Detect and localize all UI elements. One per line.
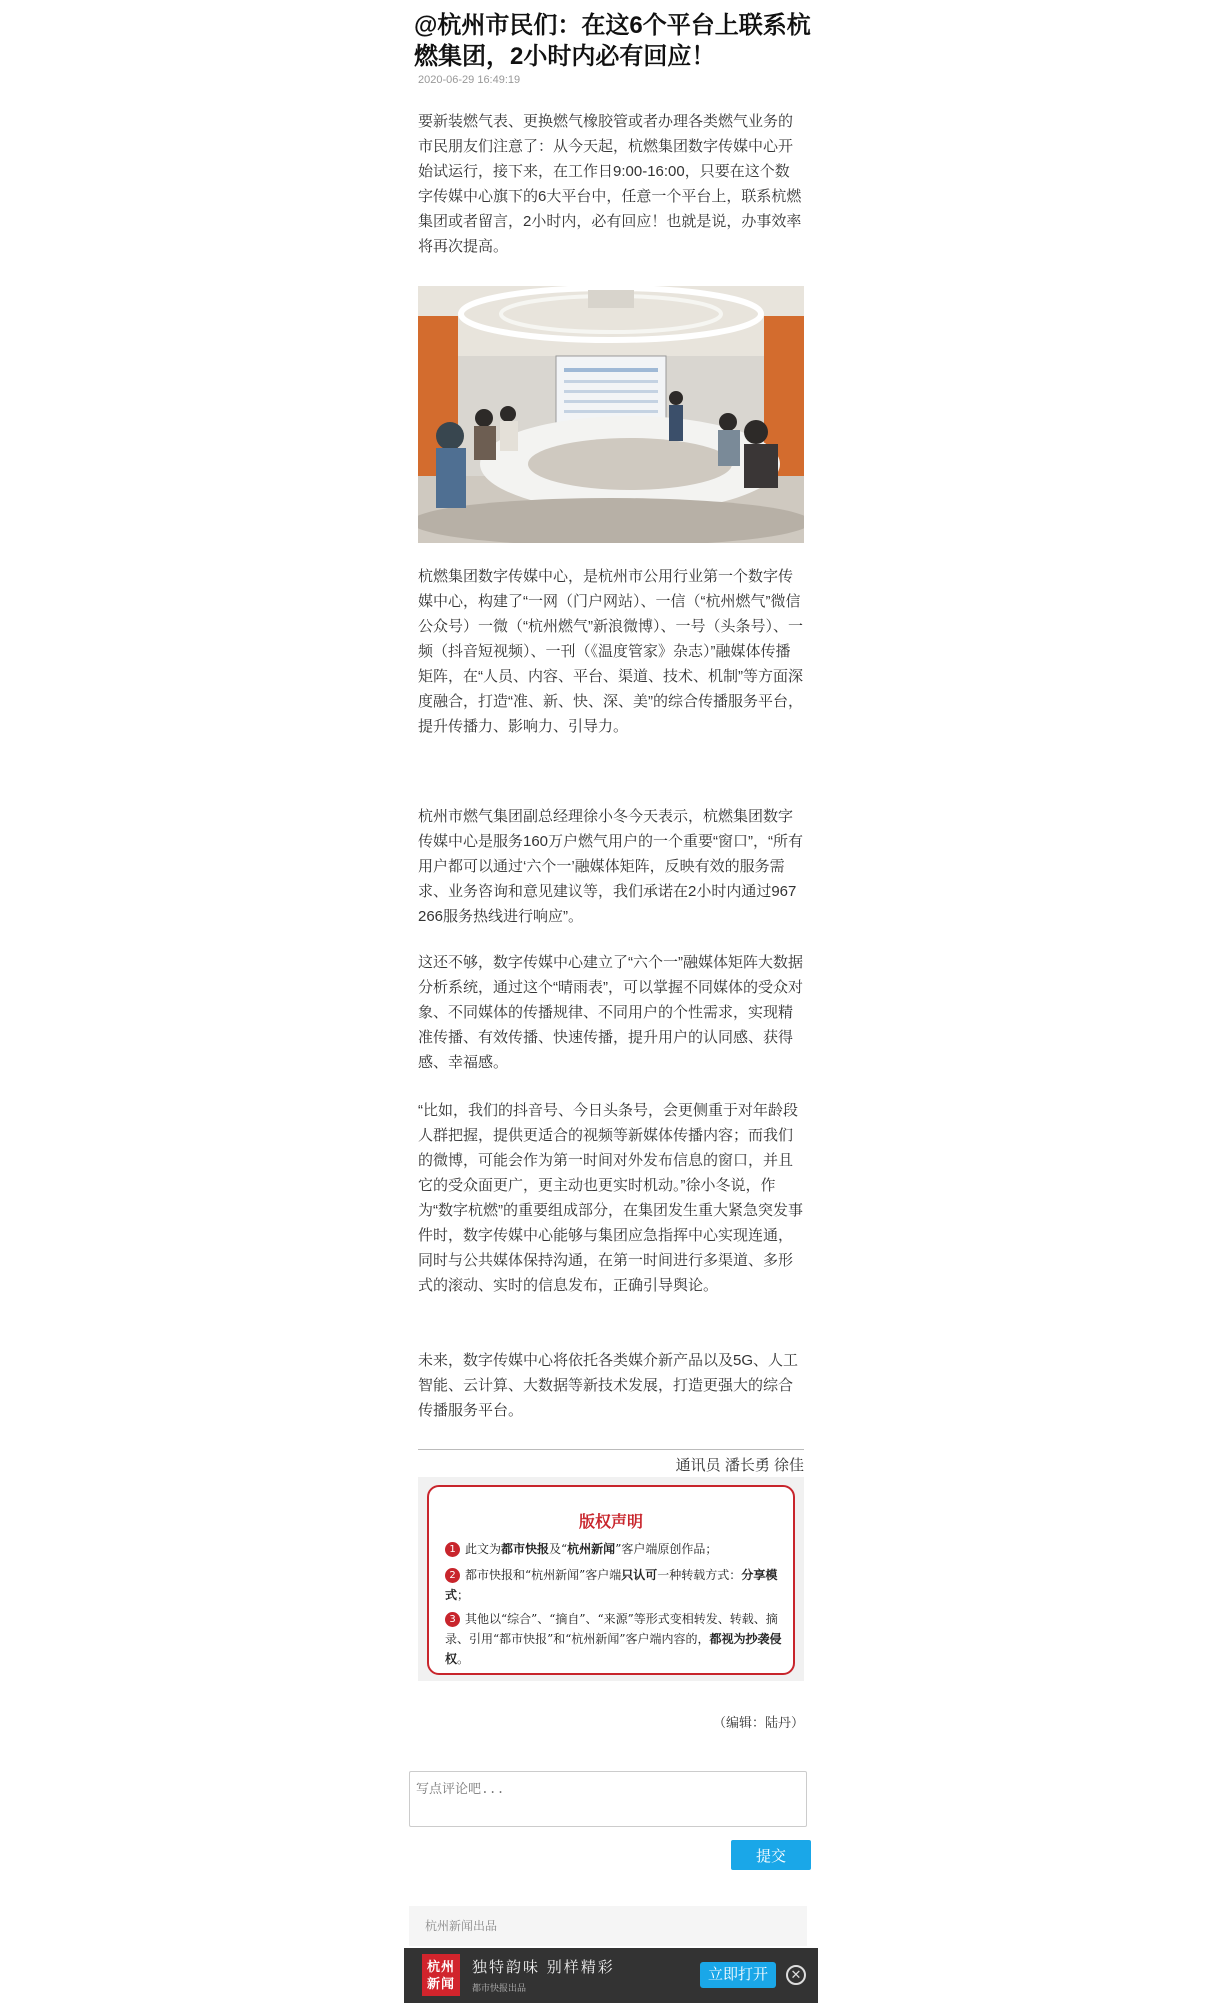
- close-icon[interactable]: ✕: [786, 1965, 806, 1985]
- app-slogan: 独特韵味 别样精彩: [472, 1958, 615, 1976]
- byline-divider: [418, 1449, 804, 1450]
- app-download-banner[interactable]: [404, 1948, 818, 2003]
- copyright-item: 2 都市快报和“杭州新闻”客户端只认可一种转载方式：分享模式；: [445, 1568, 778, 1602]
- article-byline: 通讯员 潘长勇 徐佳: [675, 1457, 804, 1474]
- produced-by-label: 杭州新闻出品: [409, 1906, 807, 1946]
- copyright-frame: [427, 1485, 795, 1675]
- article-paragraph: 杭燃集团数字传媒中心，是杭州市公用行业第一个数字传媒中心，构建了“一网（门户网站）、一信（“杭州燃气”微信公众号）一微（“杭州燃气”新浪微博）、一号（头条号）、一频（抖音短视频）、一刊（《温度管家》杂志）”融媒体传播矩阵，在“人员、内容、平台、渠道、技术、机制”等方面深度融合，打造“准、新、快、深、美”的综合传播服务平台，提升传播力、影响力、引导力。: [418, 568, 803, 735]
- article-paragraph: 要新装燃气表、更换燃气橡胶管或者办理各类燃气业务的市民朋友们注意了：从今天起，杭燃集团数字传媒中心开始试运行，接下来，在工作日9:00-16:00，只要在这个数字传媒中心旗下的6大平台中，任意一个平台上，联系杭燃集团或者留言，2小时内，必有回应！也就是说，办事效率将再次提高。: [418, 113, 802, 255]
- article-editor: （编辑：陆丹）: [712, 1715, 804, 1730]
- item-number-badge: 3: [445, 1612, 460, 1627]
- article-paragraph: 未来，数字传媒中心将依托各类媒介新产品以及5G、人工智能、云计算、大数据等新技术发展，打造更强大的综合传播服务平台。: [418, 1352, 799, 1419]
- article-paragraph: 这还不够，数字传媒中心建立了“六个一”融媒体矩阵大数据分析系统，通过这个“晴雨表”，可以掌握不同媒体的受众对象、不同媒体的传播规律、不同用户的个性需求，实现精准传播、有效传播、快速传播，提升用户的认同感、获得感、幸福感。: [418, 954, 803, 1071]
- item-number-badge: 1: [445, 1542, 460, 1557]
- copyright-notice: [418, 1477, 804, 1681]
- hangzhou-news-logo: 杭州 新闻: [422, 1954, 460, 1996]
- copyright-title: 版权声明: [578, 1512, 643, 1531]
- article-title: @杭州市民们：在这6个平台上联系杭燃集团，2小时内必有回应！: [414, 12, 811, 70]
- article-paragraph: “比如，我们的抖音号、今日头条号，会更侧重于对年龄段人群把握，提供更适合的视频等新媒体传播内容；而我们的微博，可能会作为第一时间对外发布信息的窗口，并且它的受众面更广，更主动也更实时机动。”徐小冬说，作为“数字杭燃”的重要组成部分，在集团发生重大紧急突发事件时，数字传媒中心能够与集团应急指挥中心实现连通，同时与公共媒体保持沟通，在第一时间进行多渠道、多形式的滚动、实时的信息发布，正确引导舆论。: [418, 1102, 803, 1294]
- comment-input[interactable]: [409, 1771, 807, 1827]
- app-slogan-sub: 都市快报出品: [472, 1983, 527, 1993]
- article-paragraph: 杭州市燃气集团副总经理徐小冬今天表示，杭燃集团数字传媒中心是服务160万户燃气用户的一个重要“窗口”，“所有用户都可以通过‘六个一’融媒体矩阵，反映有效的服务需求、业务咨询和意见建议等，我们承诺在2小时内通过967266服务热线进行响应”。: [418, 808, 804, 925]
- article-datetime: 2020-06-29 16:49:19: [418, 74, 521, 86]
- copyright-item: 1 此文为都市快报及“杭州新闻”客户端原创作品；: [445, 1539, 785, 1559]
- submit-comment-button[interactable]: 提交: [731, 1840, 811, 1870]
- copyright-item: 3 其他以“综合”、“摘自”、“来源”等形式变相转发、转载、摘录、引用“都市快报”和“杭州新闻”客户端内容的，都视为抄袭侵权。: [445, 1612, 782, 1666]
- item-number-badge: 2: [445, 1568, 460, 1583]
- open-app-button[interactable]: 立即打开: [700, 1962, 776, 1988]
- article-photo: [418, 286, 804, 543]
